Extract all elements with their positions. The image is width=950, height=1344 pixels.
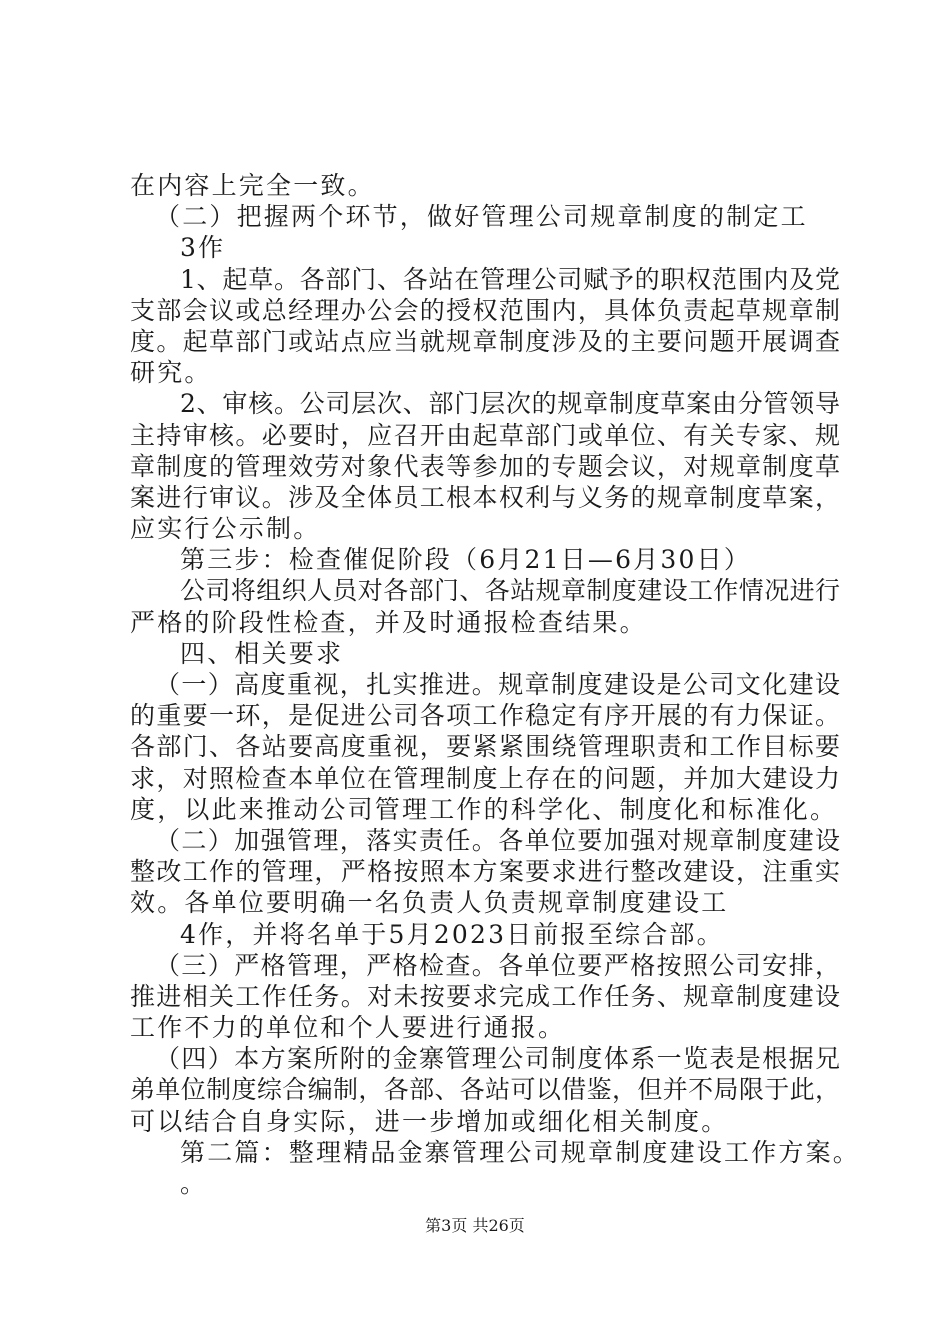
text-line: 应实行公示制。 <box>130 514 321 544</box>
text-line: 在内容上完全一致。 <box>130 171 375 200</box>
text-line: 各部门、各站要高度重视，要紧紧围绕管理职责和工作目标要 <box>130 732 840 762</box>
text-line: 度，以此来推动公司管理工作的科学化、制度化和标准化。 <box>130 794 838 824</box>
text-line: 章制度的管理效劳对象代表等参加的专题会议，对规章制度草 <box>130 451 840 481</box>
page-number-footer: 第3页 共26页 <box>425 1216 525 1235</box>
text-line: 4作，并将名单于5月2023日前报至综合部。 <box>180 919 724 949</box>
text-line: 的重要一环，是促进公司各项工作稳定有序开展的有力保证。 <box>130 701 840 731</box>
text-line: 。 <box>180 1169 208 1198</box>
text-line: 度。起草部门或站点应当就规章制度涉及的主要问题开展调查 <box>130 326 840 356</box>
text-line: （二）把握两个环节，做好管理公司规章制度的制定工 <box>155 202 808 232</box>
text-line: （三）严格管理，严格检查。各单位要严格按照公司安排， <box>155 950 840 980</box>
text-line: 推进相关工作任务。对未按要求完成工作任务、规章制度建设 <box>130 981 840 1011</box>
text-line: 1、起草。各部门、各站在管理公司赋予的职权范围内及党 <box>180 264 840 294</box>
text-line: 工作不力的单位和个人要进行通报。 <box>130 1013 566 1043</box>
text-line: 研究。 <box>130 358 212 388</box>
text-line: 弟单位制度综合编制，各部、各站可以借鉴，但并不局限于此， <box>130 1075 840 1105</box>
text-line: 求，对照检查本单位在管理制度上存在的问题，并加大建设力 <box>130 763 840 793</box>
text-line: 效。各单位要明确一名负责人负责规章制度建设工 <box>130 888 729 918</box>
text-line: 公司将组织人员对各部门、各站规章制度建设工作情况进行 <box>180 576 840 606</box>
text-line: 严格的阶段性检查，并及时通报检查结果。 <box>130 607 647 637</box>
text-line: 2、审核。公司层次、部门层次的规章制度草案由分管领导 <box>180 389 840 419</box>
text-line: 可以结合自身实际，进一步增加或细化相关制度。 <box>130 1106 729 1136</box>
text-line: 支部会议或总经理办公会的授权范围内，具体负责起草规章制 <box>130 295 840 325</box>
text-line: 四、相关要求 <box>180 638 344 668</box>
text-line: 第三步：检查催促阶段（6月21日—6月30日） <box>180 545 752 575</box>
text-line: 3作 <box>180 233 226 263</box>
text-line: 第二篇：整理精品金寨管理公司规章制度建设工作方案。 <box>180 1137 861 1167</box>
text-line: （二）加强管理，落实责任。各单位要加强对规章制度建设 <box>155 825 840 855</box>
text-line: 主持审核。必要时，应召开由起草部门或单位、有关专家、规 <box>130 420 840 450</box>
text-line: （一）高度重视，扎实推进。规章制度建设是公司文化建设 <box>155 670 840 699</box>
text-line: 案进行审议。涉及全体员工根本权利与义务的规章制度草案， <box>130 482 840 512</box>
text-line: （四）本方案所附的金寨管理公司制度体系一览表是根据兄 <box>155 1044 840 1074</box>
document-body <box>130 170 861 1199</box>
text-line: 整改工作的管理，严格按照本方案要求进行整改建设，注重实 <box>130 857 840 887</box>
